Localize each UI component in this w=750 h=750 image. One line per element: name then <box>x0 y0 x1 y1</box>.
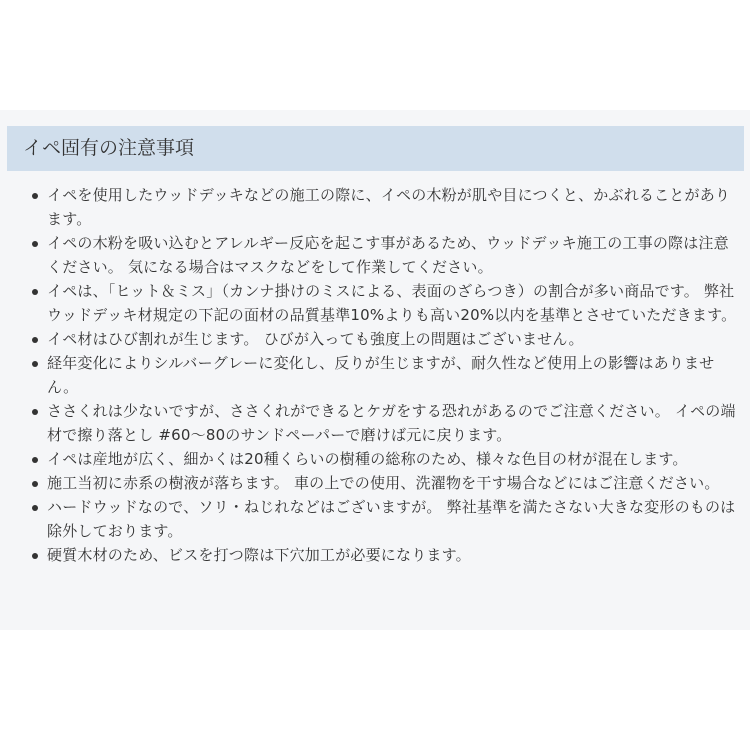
notice-item <box>47 279 750 327</box>
notice-text: イペの木粉を吸い込むとアレルギー反応を起こす事があるため、ウッドデッキ施工の工事の際は注意ください。 気になる場合はマスクなどをして作業してください。 <box>47 234 729 276</box>
notice-item <box>47 471 750 495</box>
bullet-icon <box>32 553 38 559</box>
bullet-icon <box>32 481 38 487</box>
notice-item <box>47 327 750 351</box>
bullet-icon <box>32 505 38 511</box>
notice-item <box>47 447 750 471</box>
notice-text: イペは、「ヒット＆ミス」（カンナ掛けのミスによる、表面のざらつき）の割合が多い商品です。 弊社ウッドデッキ材規定の下記の面材の品質基準10%よりも高い20%以内を基準とさせていただきます。 <box>47 282 737 324</box>
bullet-icon <box>32 289 38 295</box>
bullet-icon <box>32 193 38 199</box>
bullet-icon <box>32 337 38 343</box>
notice-item <box>47 183 750 231</box>
notice-text: 施工当初に赤系の樹液が落ちます。 車の上での使用、洗濯物を干す場合などにはご注意ください。 <box>47 474 720 492</box>
notice-text: 経年変化によりシルバーグレーに変化し、反りが生じますが、耐久性など使用上の影響はありません。 <box>47 354 715 396</box>
bullet-icon <box>32 361 38 367</box>
section-title: イペ固有の注意事項 <box>7 126 744 171</box>
notice-section <box>0 110 750 630</box>
notice-text: ささくれは少ないですが、ささくれができるとケガをする恐れがあるのでご注意ください。 イペの端材で擦り落とし #60〜80のサンドペーパーで磨けば元に戻ります。 <box>47 402 736 444</box>
notice-text: 硬質木材のため、ビスを打つ際は下穴加工が必要になります。 <box>47 546 471 564</box>
notice-text: イペを使用したウッドデッキなどの施工の際に、イペの木粉が肌や目につくと、かぶれることがあります。 <box>47 186 731 228</box>
notice-item <box>47 351 750 399</box>
notice-text: イペ材はひび割れが生じます。 ひびが入っても強度上の問題はございません。 <box>47 330 584 348</box>
notice-text: ハードウッドなので、ソリ・ねじれなどはございますが。 弊社基準を満たさない大きな変形のものは除外しております。 <box>47 498 736 540</box>
notice-item <box>47 543 750 567</box>
notice-item <box>47 495 750 543</box>
notice-text: イペは産地が広く、細かくは20種くらいの樹種の総称のため、様々な色目の材が混在します。 <box>47 450 688 468</box>
bullet-icon <box>32 409 38 415</box>
bullet-icon <box>32 241 38 247</box>
bullet-icon <box>32 457 38 463</box>
notice-item <box>47 231 750 279</box>
notice-item <box>47 399 750 447</box>
notice-list <box>0 183 750 567</box>
